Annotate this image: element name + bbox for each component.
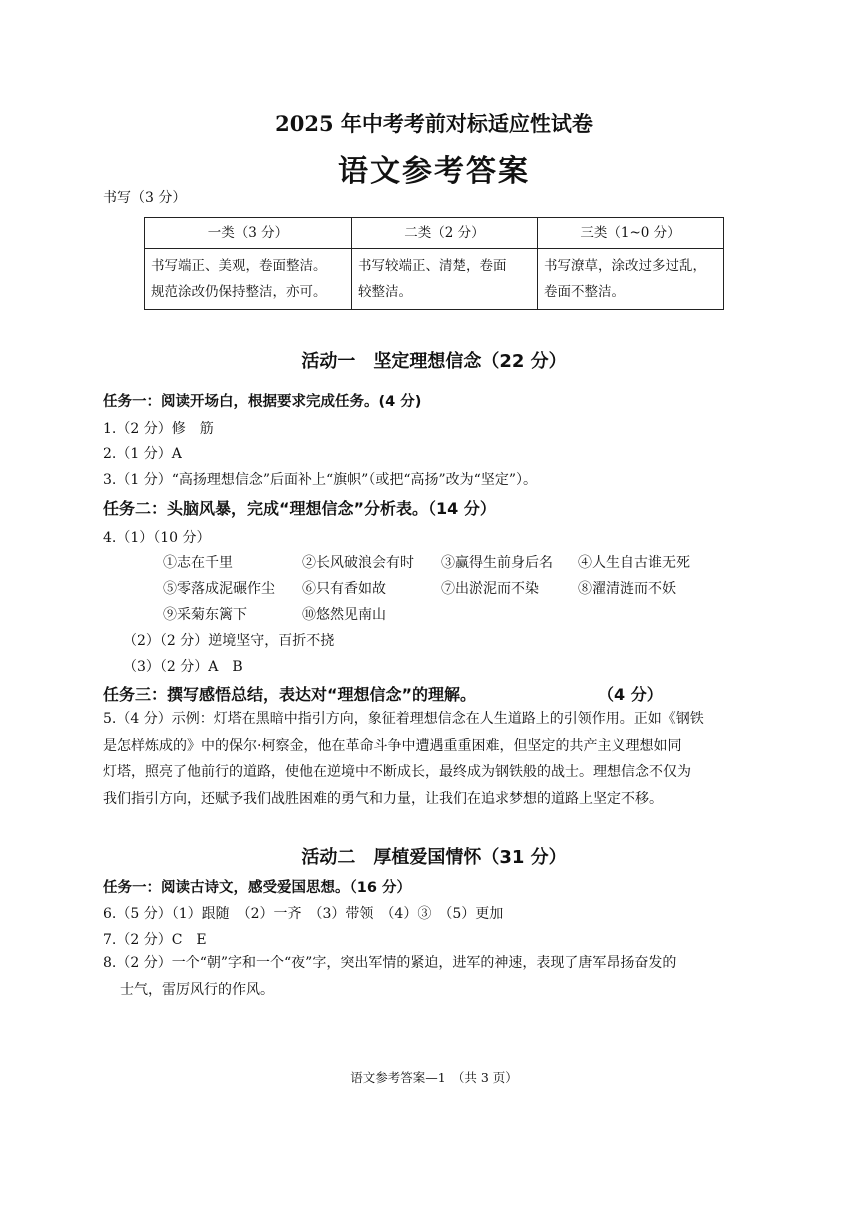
table-cell-line: 规范涂改仍保持整洁，亦可。 bbox=[151, 284, 327, 300]
answer-q4-2: （2）（2 分）逆境坚守，百折不挠 bbox=[123, 633, 335, 649]
answer-q6: 6.（5 分）（1）跟随 （2）一齐 （3）带领 （4）③ （5）更加 bbox=[103, 906, 504, 922]
activity2-heading: 活动二 厚植爱国情怀（31 分） bbox=[301, 847, 567, 868]
table-cell-line: 卷面不整洁。 bbox=[544, 284, 625, 300]
answer-q2: 2.（1 分）A bbox=[103, 446, 182, 462]
answer-item: ②长风破浪会有时 bbox=[302, 555, 414, 571]
answer-q5-line: 我们指引方向，还赋予我们战胜困难的勇气和力量，让我们在追求梦想的道路上坚定不移。 bbox=[103, 790, 663, 807]
table-cell-line: 书写端正、美观，卷面整洁。 bbox=[151, 258, 327, 274]
table-cell-line: 较整洁。 bbox=[358, 284, 412, 300]
answer-key-title: 语文参考答案 bbox=[338, 154, 530, 189]
answer-item: ⑨采菊东篱下 bbox=[163, 607, 247, 623]
activity1-task3: 任务三：撰写感悟总结，表达对“理想信念”的理解。 bbox=[103, 685, 477, 704]
answer-q4: 4.（1）（10 分） bbox=[103, 530, 211, 546]
activity1-task3-score: （4 分） bbox=[598, 685, 663, 704]
table-cell-line: 书写潦草，涂改过多过乱， bbox=[544, 258, 706, 274]
answer-item: ⑥只有香如故 bbox=[302, 581, 386, 597]
answer-item: ⑦出淤泥而不染 bbox=[441, 581, 539, 597]
page-footer: 语文参考答案—1 （共 3 页） bbox=[350, 1070, 518, 1085]
answer-q1: 1.（2 分）修 筋 bbox=[103, 421, 214, 437]
answer-q8 bbox=[103, 950, 771, 1003]
table-cell-line: 书写较端正、清楚，卷面 bbox=[358, 258, 507, 274]
answer-q8-line: 8.（2 分）一个“朝”字和一个“夜”字，突出军情的紧迫，进军的神速，表现了唐军昂扬奋发的 bbox=[103, 955, 677, 971]
answer-q3: 3.（1 分）“高扬理想信念”后面补上“旗帜”（或把“高扬”改为“坚定”）。 bbox=[103, 472, 537, 488]
activity1-heading: 活动一 坚定理想信念（22 分） bbox=[301, 351, 567, 372]
writing-score-table bbox=[144, 217, 724, 310]
answer-item: ③赢得生前身后名 bbox=[441, 555, 553, 571]
activity2-task1: 任务一：阅读古诗文，感受爱国思想。（16 分） bbox=[103, 880, 411, 896]
answer-item: ⑩悠然见南山 bbox=[302, 607, 386, 623]
answer-q5-line: 5.（4 分）示例：灯塔在黑暗中指引方向，象征着理想信念在人生道路上的引领作用。正如《钢铁 bbox=[103, 711, 704, 727]
answer-q8-line: 士气，雷厉风行的作风。 bbox=[120, 981, 274, 998]
table-cell-class2 bbox=[352, 249, 538, 310]
table-cell-class3 bbox=[538, 249, 724, 310]
answer-item: ⑤零落成泥碾作尘 bbox=[163, 581, 275, 597]
answer-q4-3: （3）（2 分）A B bbox=[123, 659, 243, 675]
writing-label: 书写（3 分） bbox=[103, 190, 187, 206]
table-cell-class1 bbox=[145, 249, 352, 310]
answer-item: ⑧濯清涟而不妖 bbox=[578, 581, 676, 597]
table-header-class1: 一类（3 分） bbox=[145, 218, 352, 249]
exam-title: 2025 年中考考前对标适应性试卷 bbox=[275, 111, 593, 136]
activity1-task1: 任务一：阅读开场白，根据要求完成任务。(4 分) bbox=[103, 394, 422, 410]
answer-item: ①志在千里 bbox=[163, 555, 233, 571]
table-header-class3: 三类（1~0 分） bbox=[538, 218, 724, 249]
answer-q5 bbox=[103, 706, 771, 812]
answer-item: ④人生自古谁无死 bbox=[578, 555, 690, 571]
answer-q5-line: 灯塔，照亮了他前行的道路，使他在逆境中不断成长，最终成为钢铁般的战士。理想信念不仅为 bbox=[103, 764, 691, 780]
answer-q5-line: 是怎样炼成的》中的保尔·柯察金，他在革命斗争中遭遇重重困难，但坚定的共产主义理想如同 bbox=[103, 737, 682, 754]
table-header-class2: 二类（2 分） bbox=[352, 218, 538, 249]
answer-q7: 7.（2 分）C E bbox=[103, 932, 207, 948]
activity1-task2: 任务二：头脑风暴，完成“理想信念”分析表。（14 分） bbox=[103, 499, 496, 518]
